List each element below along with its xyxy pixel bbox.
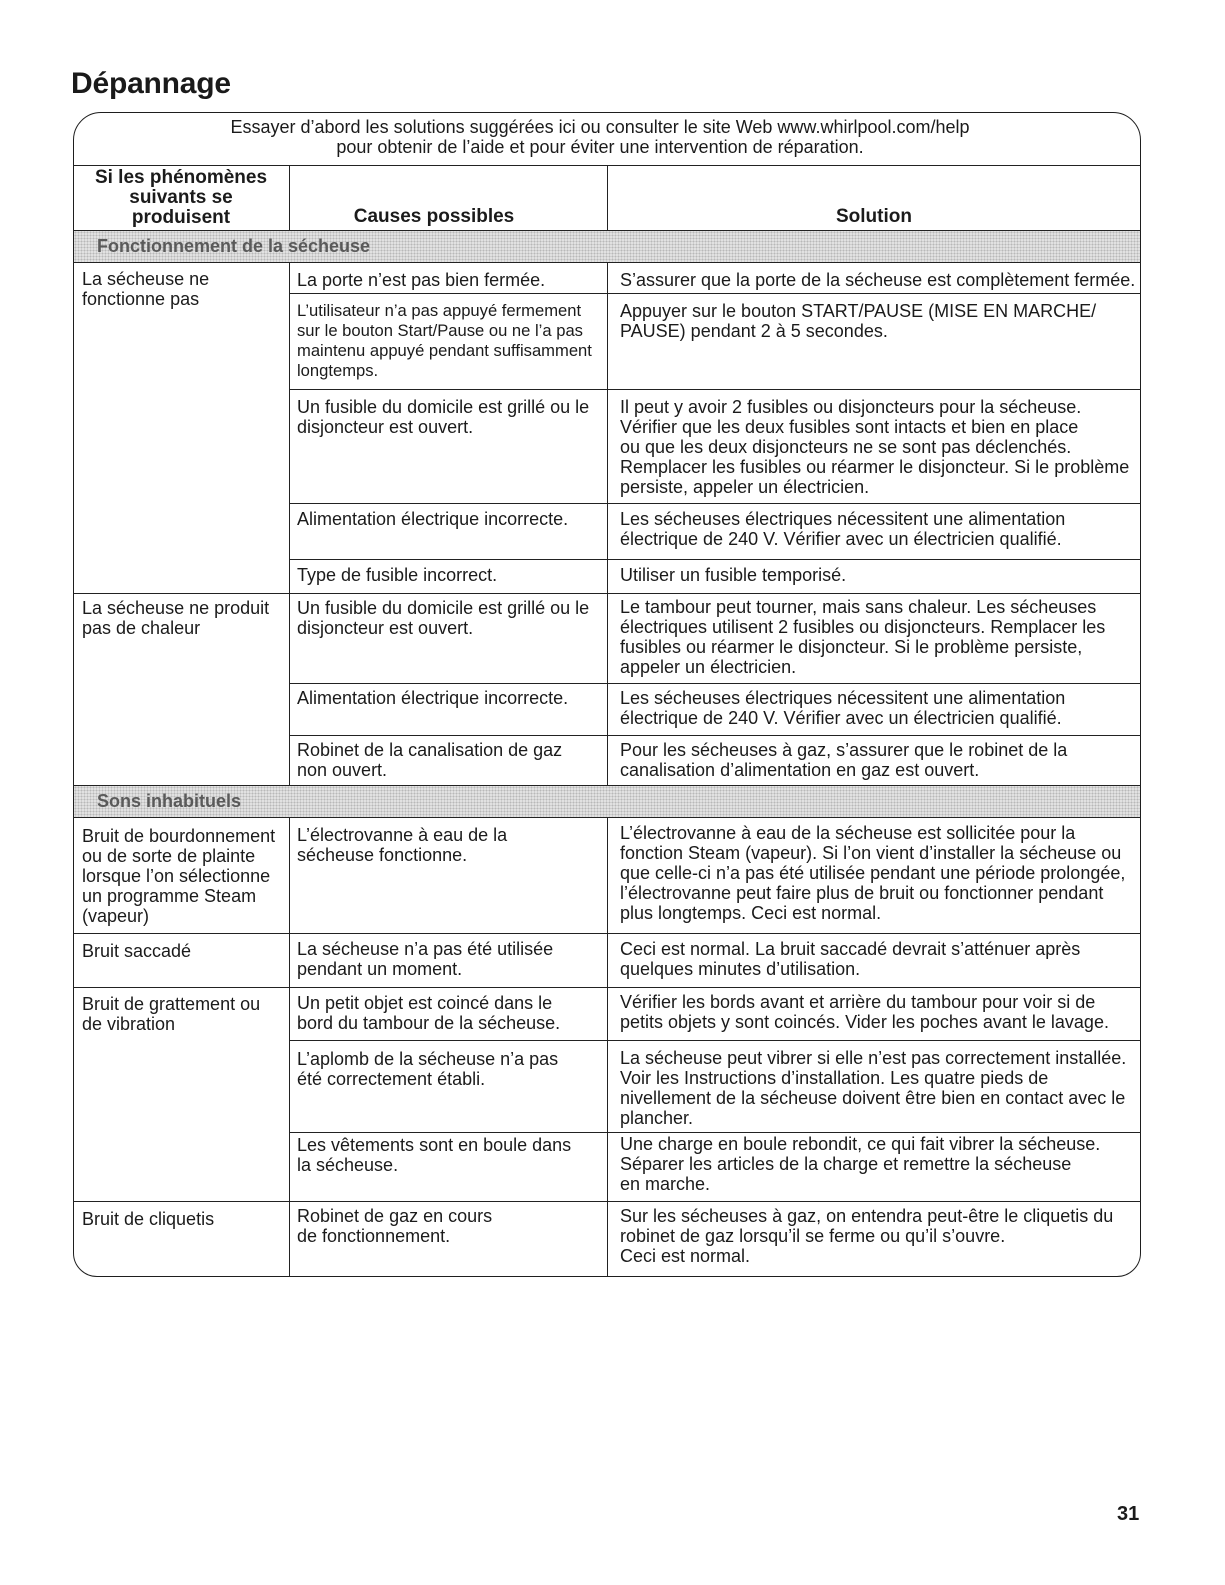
cause-cell: L’utilisateur n’a pas appuyé fermement sur le bouton Start/Pause ou ne l’a pas maintenu appuyé pendant suffisamment longtemps.: [297, 301, 592, 380]
solution-cell: Les sécheuses électriques nécessitent une alimentation électrique de 240 V. Vérifier avec un électricien qualifié.: [620, 509, 1066, 549]
cause-cell: La porte n’est pas bien fermée.: [297, 270, 546, 290]
symptom-cell: La sécheuse ne fonctionne pas: [82, 269, 210, 309]
symptom-cell: Bruit saccadé: [82, 941, 192, 961]
cause-cell: Un petit objet est coincé dans le bord du tambour de la sécheuse.: [297, 993, 561, 1033]
cause-cell: Un fusible du domicile est grillé ou le disjoncteur est ouvert.: [297, 397, 590, 437]
cause-cell: L’aplomb de la sécheuse n’a pas été correctement établi.: [297, 1049, 559, 1089]
symptom-cell: Bruit de cliquetis: [82, 1209, 215, 1229]
solution-cell: La sécheuse peut vibrer si elle n’est pas correctement installée. Voir les Instructions d’installation. Les quatre pieds de nivellement de la sécheuse doivent être bien en contact avec le plancher.: [620, 1048, 1127, 1128]
page-title: Dépannage: [71, 67, 231, 100]
cause-cell: Un fusible du domicile est grillé ou le disjoncteur est ouvert.: [297, 598, 590, 638]
cause-cell: La sécheuse n’a pas été utilisée pendant un moment.: [297, 939, 554, 979]
column-divider: [289, 165, 290, 230]
row-divider: [289, 683, 1141, 684]
intro-text: Essayer d’abord les solutions suggérées ici ou consulter le site Web www.whirlpool.com/help pour obtenir de l’aide et pour éviter une intervention de réparation.: [230, 117, 970, 157]
solution-cell: S’assurer que la porte de la sécheuse est complètement fermée.: [620, 270, 1136, 290]
column-divider: [289, 817, 290, 1277]
section-title: Sons inhabituels: [97, 791, 242, 811]
solution-cell: Appuyer sur le bouton START/PAUSE (MISE EN MARCHE/ PAUSE) pendant 2 à 5 secondes.: [620, 301, 1097, 341]
symptom-cell: Bruit de grattement ou de vibration: [82, 994, 261, 1034]
row-divider: [289, 559, 1141, 560]
section-title: Fonctionnement de la sécheuse: [97, 236, 371, 256]
row-divider: [73, 785, 1141, 786]
solution-cell: Sur les sécheuses à gaz, on entendra peut-être le cliquetis du robinet de gaz lorsqu’il se ferme ou qu’il s’ouvre. Ceci est normal.: [620, 1206, 1114, 1266]
column-divider: [607, 165, 608, 230]
solution-cell: Le tambour peut tourner, mais sans chaleur. Les sécheuses électriques utilisent 2 fusibles ou disjoncteurs. Remplacer les fusibles ou réarmer le disjoncteur. Si le problème persiste, appeler un électricien.: [620, 597, 1106, 677]
row-divider: [289, 1040, 1141, 1041]
solution-cell: Vérifier les bords avant et arrière du tambour pour voir si de petits objets y sont coincés. Vider les poches avant le lavage.: [620, 992, 1109, 1032]
solution-cell: L’électrovanne à eau de la sécheuse est sollicitée pour la fonction Steam (vapeur). Si l’on vient d’installer la sécheuse ou que celle-ci n’a pas été utilisée pendant une période prolongée, l’électrovanne peut faire plus de bruit ou fonctionner pendant plus longtemps. Ceci est normal.: [620, 823, 1126, 923]
row-divider: [289, 735, 1141, 736]
solution-cell: Une charge en boule rebondit, ce qui fait vibrer la sécheuse. Séparer les articles de la charge et remettre la sécheuse en marche.: [620, 1134, 1101, 1194]
cause-cell: L’électrovanne à eau de la sécheuse fonctionne.: [297, 825, 508, 865]
cause-cell: Type de fusible incorrect.: [297, 565, 498, 585]
cause-cell: Alimentation électrique incorrecte.: [297, 509, 569, 529]
solution-cell: Pour les sécheuses à gaz, s’assurer que le robinet de la canalisation d’alimentation en gaz est ouvert.: [620, 740, 1068, 780]
solution-cell: Utiliser un fusible temporisé.: [620, 565, 847, 585]
row-divider: [289, 389, 1141, 390]
section-header: [74, 786, 1140, 817]
header-symptom: Si les phénomènes suivants se produisent: [94, 167, 268, 228]
symptom-cell: Bruit de bourdonnement ou de sorte de plainte lorsque l’on sélectionne un programme Steam (vapeur): [82, 826, 276, 926]
cause-cell: Alimentation électrique incorrecte.: [297, 688, 569, 708]
solution-cell: Ceci est normal. La bruit saccadé devrait s’atténuer après quelques minutes d’utilisation.: [620, 939, 1081, 979]
row-divider: [73, 230, 1141, 231]
page-number: 31: [1117, 1503, 1140, 1525]
solution-cell: Il peut y avoir 2 fusibles ou disjoncteurs pour la sécheuse. Vérifier que les deux fusibles sont intacts et bien en place ou que les deux disjoncteurs ne se sont pas déclenchés. Remplacer les fusibles ou réarmer le disjoncteur. Si le problème persiste, appeler un électricien.: [620, 397, 1130, 497]
section-header: [74, 231, 1140, 262]
solution-cell: Les sécheuses électriques nécessitent une alimentation électrique de 240 V. Vérifier avec un électricien qualifié.: [620, 688, 1066, 728]
cause-cell: Robinet de la canalisation de gaz non ouvert.: [297, 740, 563, 780]
column-divider: [607, 817, 608, 1277]
column-divider: [607, 262, 608, 785]
symptom-cell: La sécheuse ne produit pas de chaleur: [82, 598, 270, 638]
row-divider: [289, 1132, 1141, 1133]
cause-cell: Les vêtements sont en boule dans la sécheuse.: [297, 1135, 572, 1175]
cause-cell: Robinet de gaz en cours de fonctionnement.: [297, 1206, 493, 1246]
header-causes: Causes possibles: [353, 206, 515, 227]
row-divider: [289, 293, 1141, 294]
header-solution: Solution: [836, 206, 912, 227]
row-divider: [289, 503, 1141, 504]
column-divider: [289, 262, 290, 785]
